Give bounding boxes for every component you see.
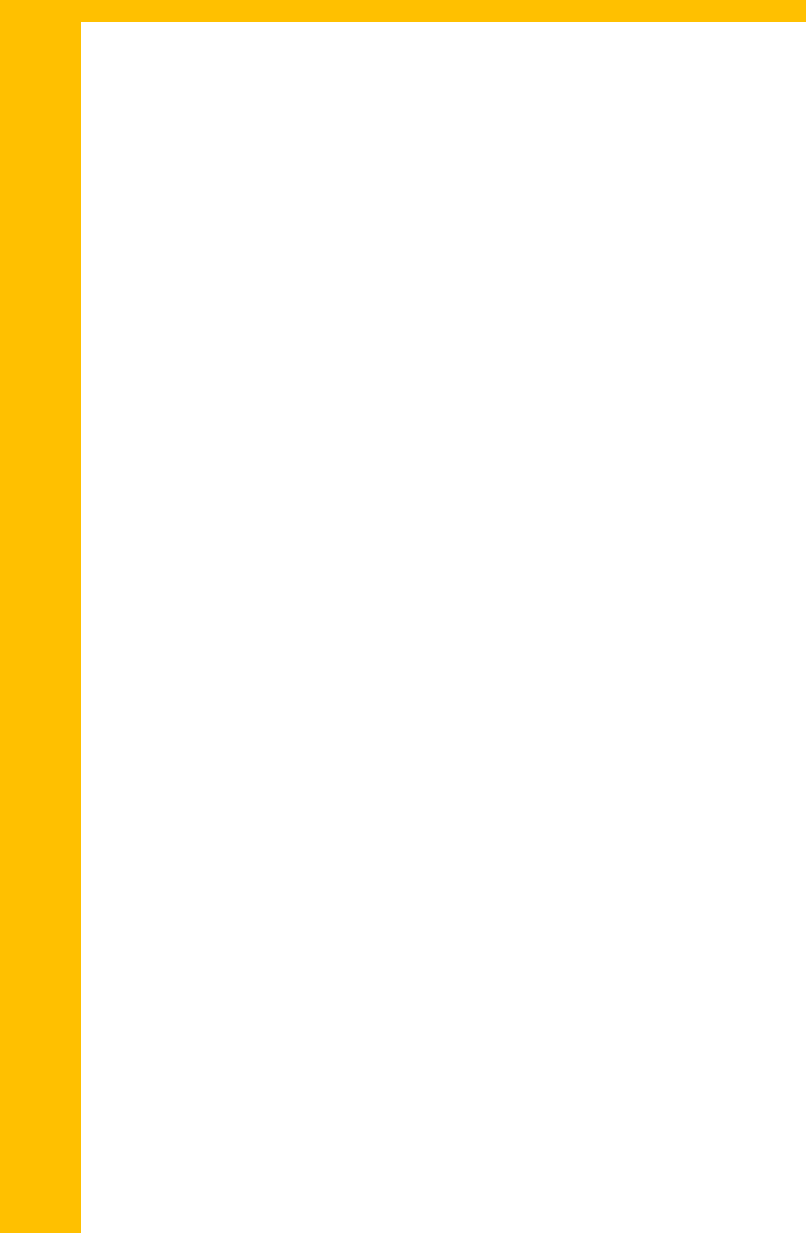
year-header-row — [0, 0, 806, 22]
date-column-background — [0, 22, 81, 1233]
